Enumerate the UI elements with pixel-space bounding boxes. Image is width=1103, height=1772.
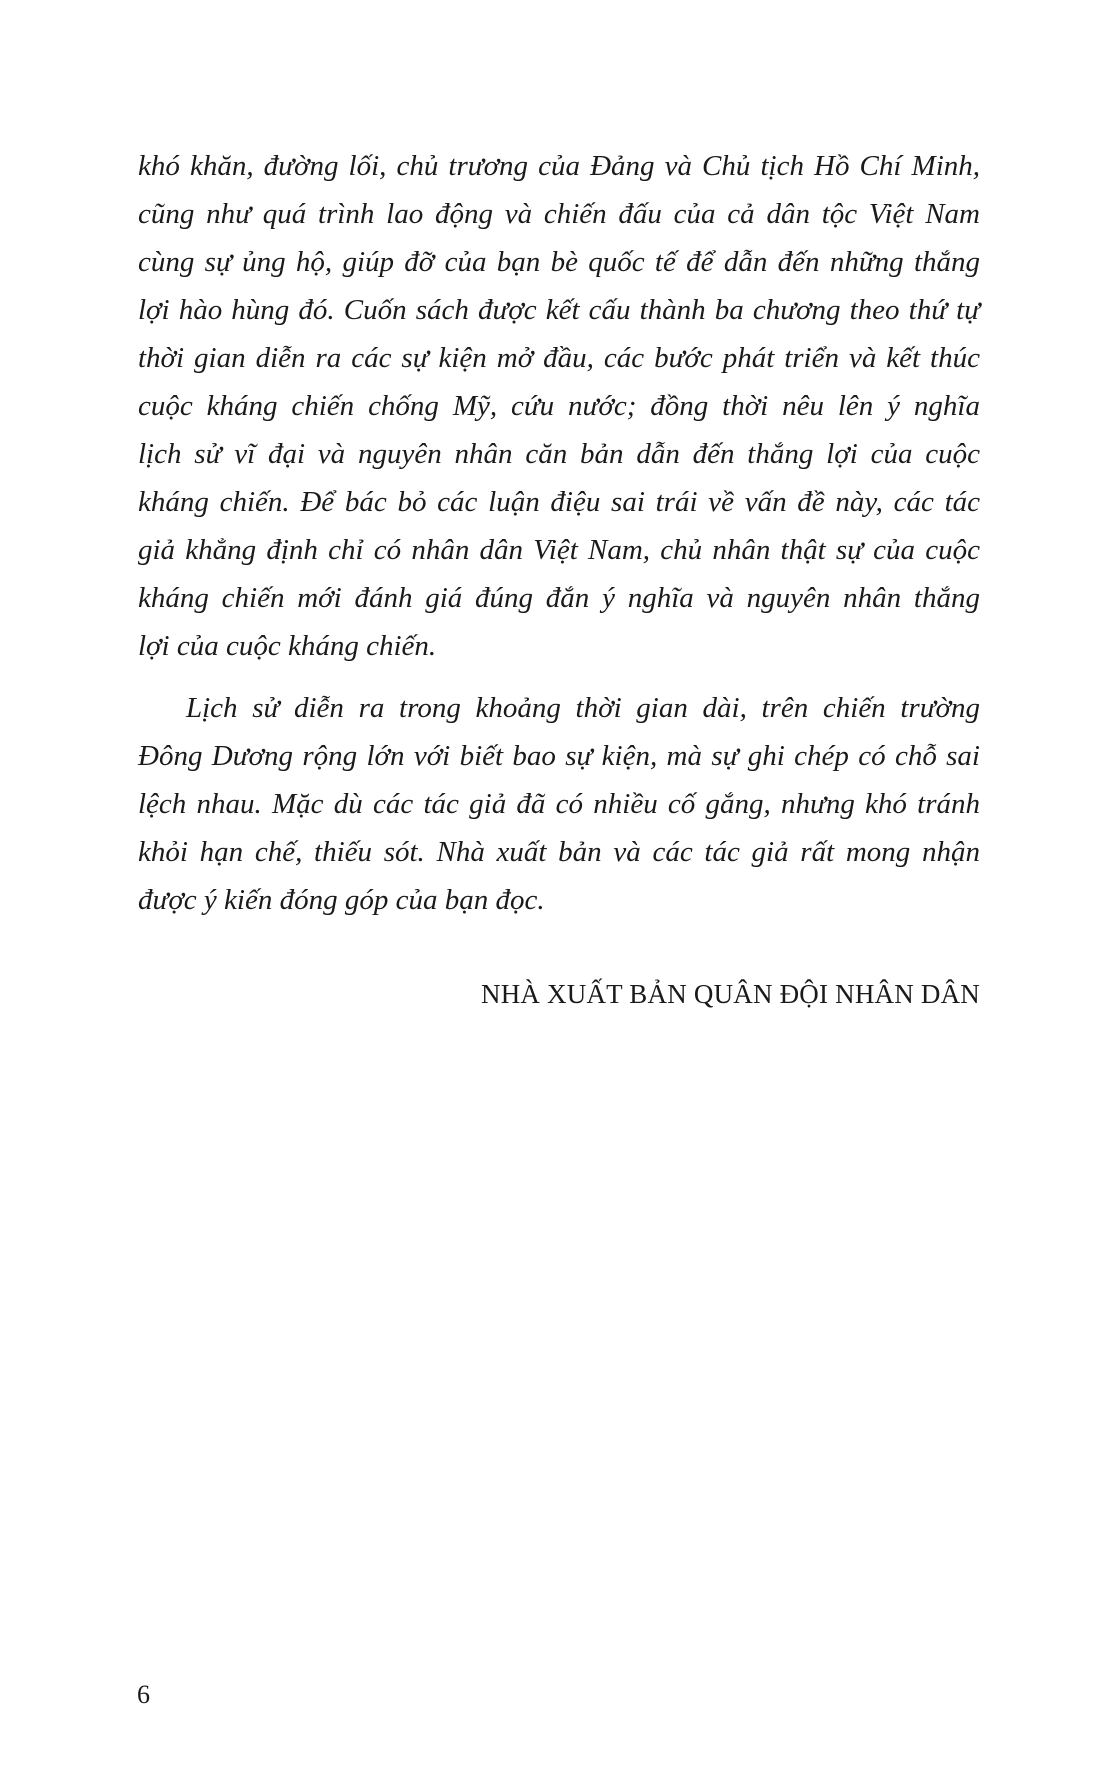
text-line: cùng sự ủng hộ, giúp đỡ của bạn bè quốc tế để dẫn đến những thắng bbox=[138, 246, 980, 278]
text-line: thời gian diễn ra các sự kiện mở đầu, các bước phát triển và kết thúc bbox=[138, 342, 980, 374]
text-line: kháng chiến. Để bác bỏ các luận điệu sai trái về vấn đề này, các tác bbox=[138, 486, 980, 518]
text-line: giả khẳng định chỉ có nhân dân Việt Nam, chủ nhân thật sự của cuộc bbox=[138, 534, 980, 566]
text-line: cũng như quá trình lao động và chiến đấu của cả dân tộc Việt Nam bbox=[138, 198, 980, 230]
paragraph-2 bbox=[138, 684, 980, 924]
text-line: lợi hào hùng đó. Cuốn sách được kết cấu thành ba chương theo thứ tự bbox=[138, 294, 980, 326]
text-line: khỏi hạn chế, thiếu sót. Nhà xuất bản và các tác giả rất mong nhận bbox=[138, 836, 980, 868]
text-line: lợi của cuộc kháng chiến. bbox=[138, 630, 437, 662]
text-line: kháng chiến mới đánh giá đúng đắn ý nghĩa và nguyên nhân thắng bbox=[138, 582, 980, 614]
paragraph-gap bbox=[138, 670, 980, 684]
text-line: khó khăn, đường lối, chủ trương của Đảng và Chủ tịch Hồ Chí Minh, bbox=[138, 150, 980, 182]
text-line: Lịch sử diễn ra trong khoảng thời gian dài, trên chiến trường bbox=[186, 692, 980, 724]
text-line: cuộc kháng chiến chống Mỹ, cứu nước; đồng thời nêu lên ý nghĩa bbox=[138, 390, 980, 422]
paragraph-1 bbox=[138, 142, 980, 670]
text-line: được ý kiến đóng góp của bạn đọc. bbox=[138, 884, 545, 916]
text-line: Đông Dương rộng lớn với biết bao sự kiện, mà sự ghi chép có chỗ sai bbox=[138, 740, 980, 772]
text-line: lịch sử vĩ đại và nguyên nhân căn bản dẫn đến thắng lợi của cuộc bbox=[138, 438, 980, 470]
publisher-signature: NHÀ XUẤT BẢN QUÂN ĐỘI NHÂN DÂN bbox=[481, 979, 980, 1009]
text-line: lệch nhau. Mặc dù các tác giả đã có nhiều cố gắng, nhưng khó tránh bbox=[138, 788, 980, 820]
page-number: 6 bbox=[137, 1680, 150, 1709]
body-text bbox=[138, 142, 980, 924]
